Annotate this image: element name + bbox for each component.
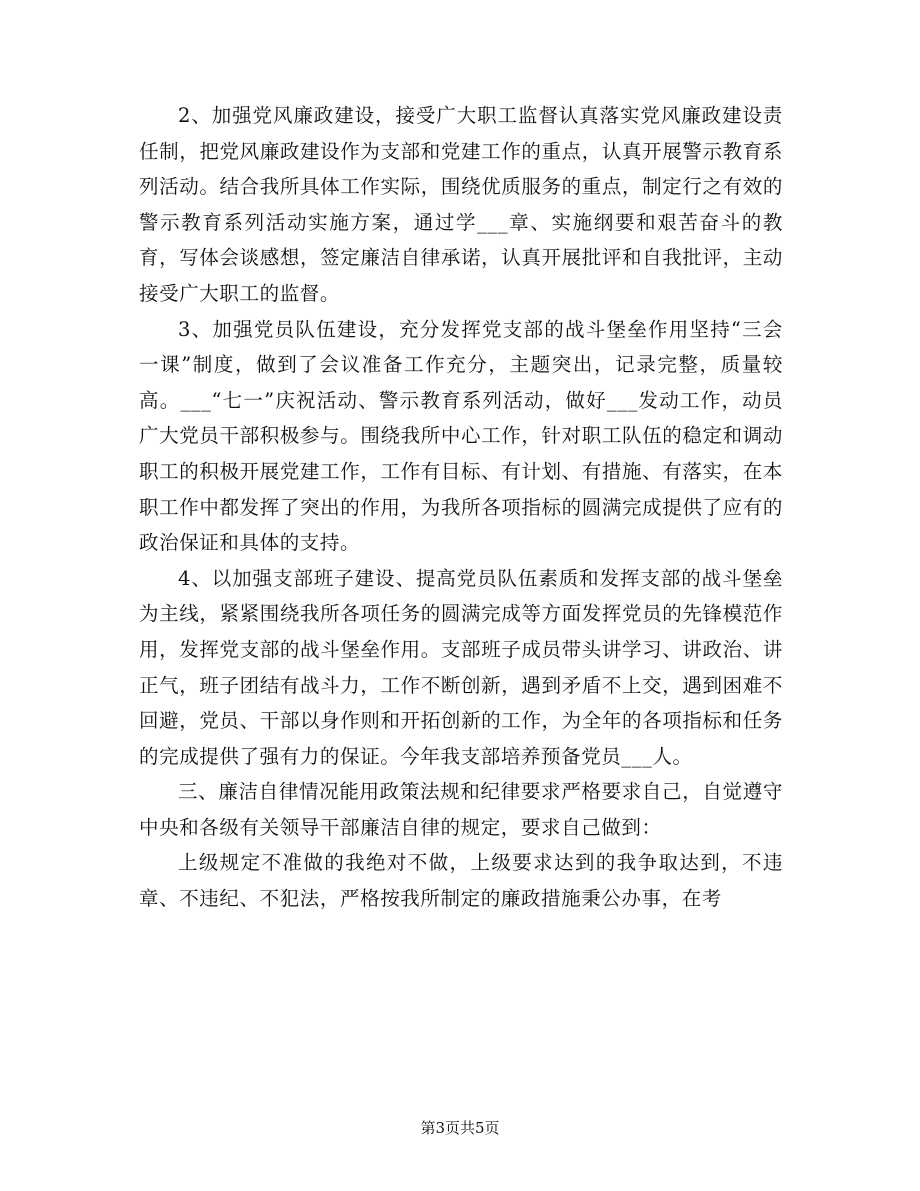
paragraph-rules: 上级规定不准做的我绝对不做，上级要求达到的我争取达到，不违章、不违纪、不犯法，严格按我所制定的廉政措施秉公办事，在考: [139, 851, 783, 911]
paragraph-party-conduct: 2、加强党风廉政建设，接受广大职工监督认真落实党风廉政建设责任制，把党风廉政建设作为支部和党建工作的重点，认真开展警示教育系列活动。结合我所具体工作实际，围绕优质服务的重点，制定行之有效的警示教育系列活动实施方案，通过学___章、实施纲要和艰苦奋斗的教育，写体会谈感想，签定廉洁自律承诺，认真开展批评和自我批评，主动接受广大职工的监督。: [139, 104, 783, 305]
paragraph-self-discipline: 三、廉洁自律情况能用政策法规和纪律要求严格要求自己，自觉遵守中央和各级有关领导干部廉洁自律的规定，要求自己做到：: [139, 780, 783, 839]
page-number-footer: 第3页共5页: [420, 1119, 500, 1137]
paragraph-member-team: 3、加强党员队伍建设，充分发挥党支部的战斗堡垒作用坚持“三会一课”制度，做到了会议准备工作充分，主题突出，记录完整，质量较高。___“七一”庆祝活动、警示教育系列活动，做好___发动工作，动员广大党员干部积极参与。围绕我所中心工作，针对职工队伍的稳定和调动职工的积极开展党建工作，工作有目标、有计划、有措施、有落实，在本职工作中都发挥了突出的作用，为我所各项指标的圆满完成提供了应有的政治保证和具体的支持。: [139, 317, 783, 555]
document-body: [139, 98, 783, 917]
paragraph-branch-building: 4、以加强支部班子建设、提高党员队伍素质和发挥支部的战斗堡垒为主线，紧紧围绕我所各项任务的圆满完成等方面发挥党员的先锋模范作用，发挥党支部的战斗堡垒作用。支部班子成员带头讲学习、讲政治、讲正气，班子团结有战斗力，工作不断创新，遇到矛盾不上交，遇到困难不回避，党员、干部以身作则和开拓创新的工作，为全年的各项指标和任务的完成提供了强有力的保证。今年我支部培养预备党员___人。: [139, 566, 783, 768]
